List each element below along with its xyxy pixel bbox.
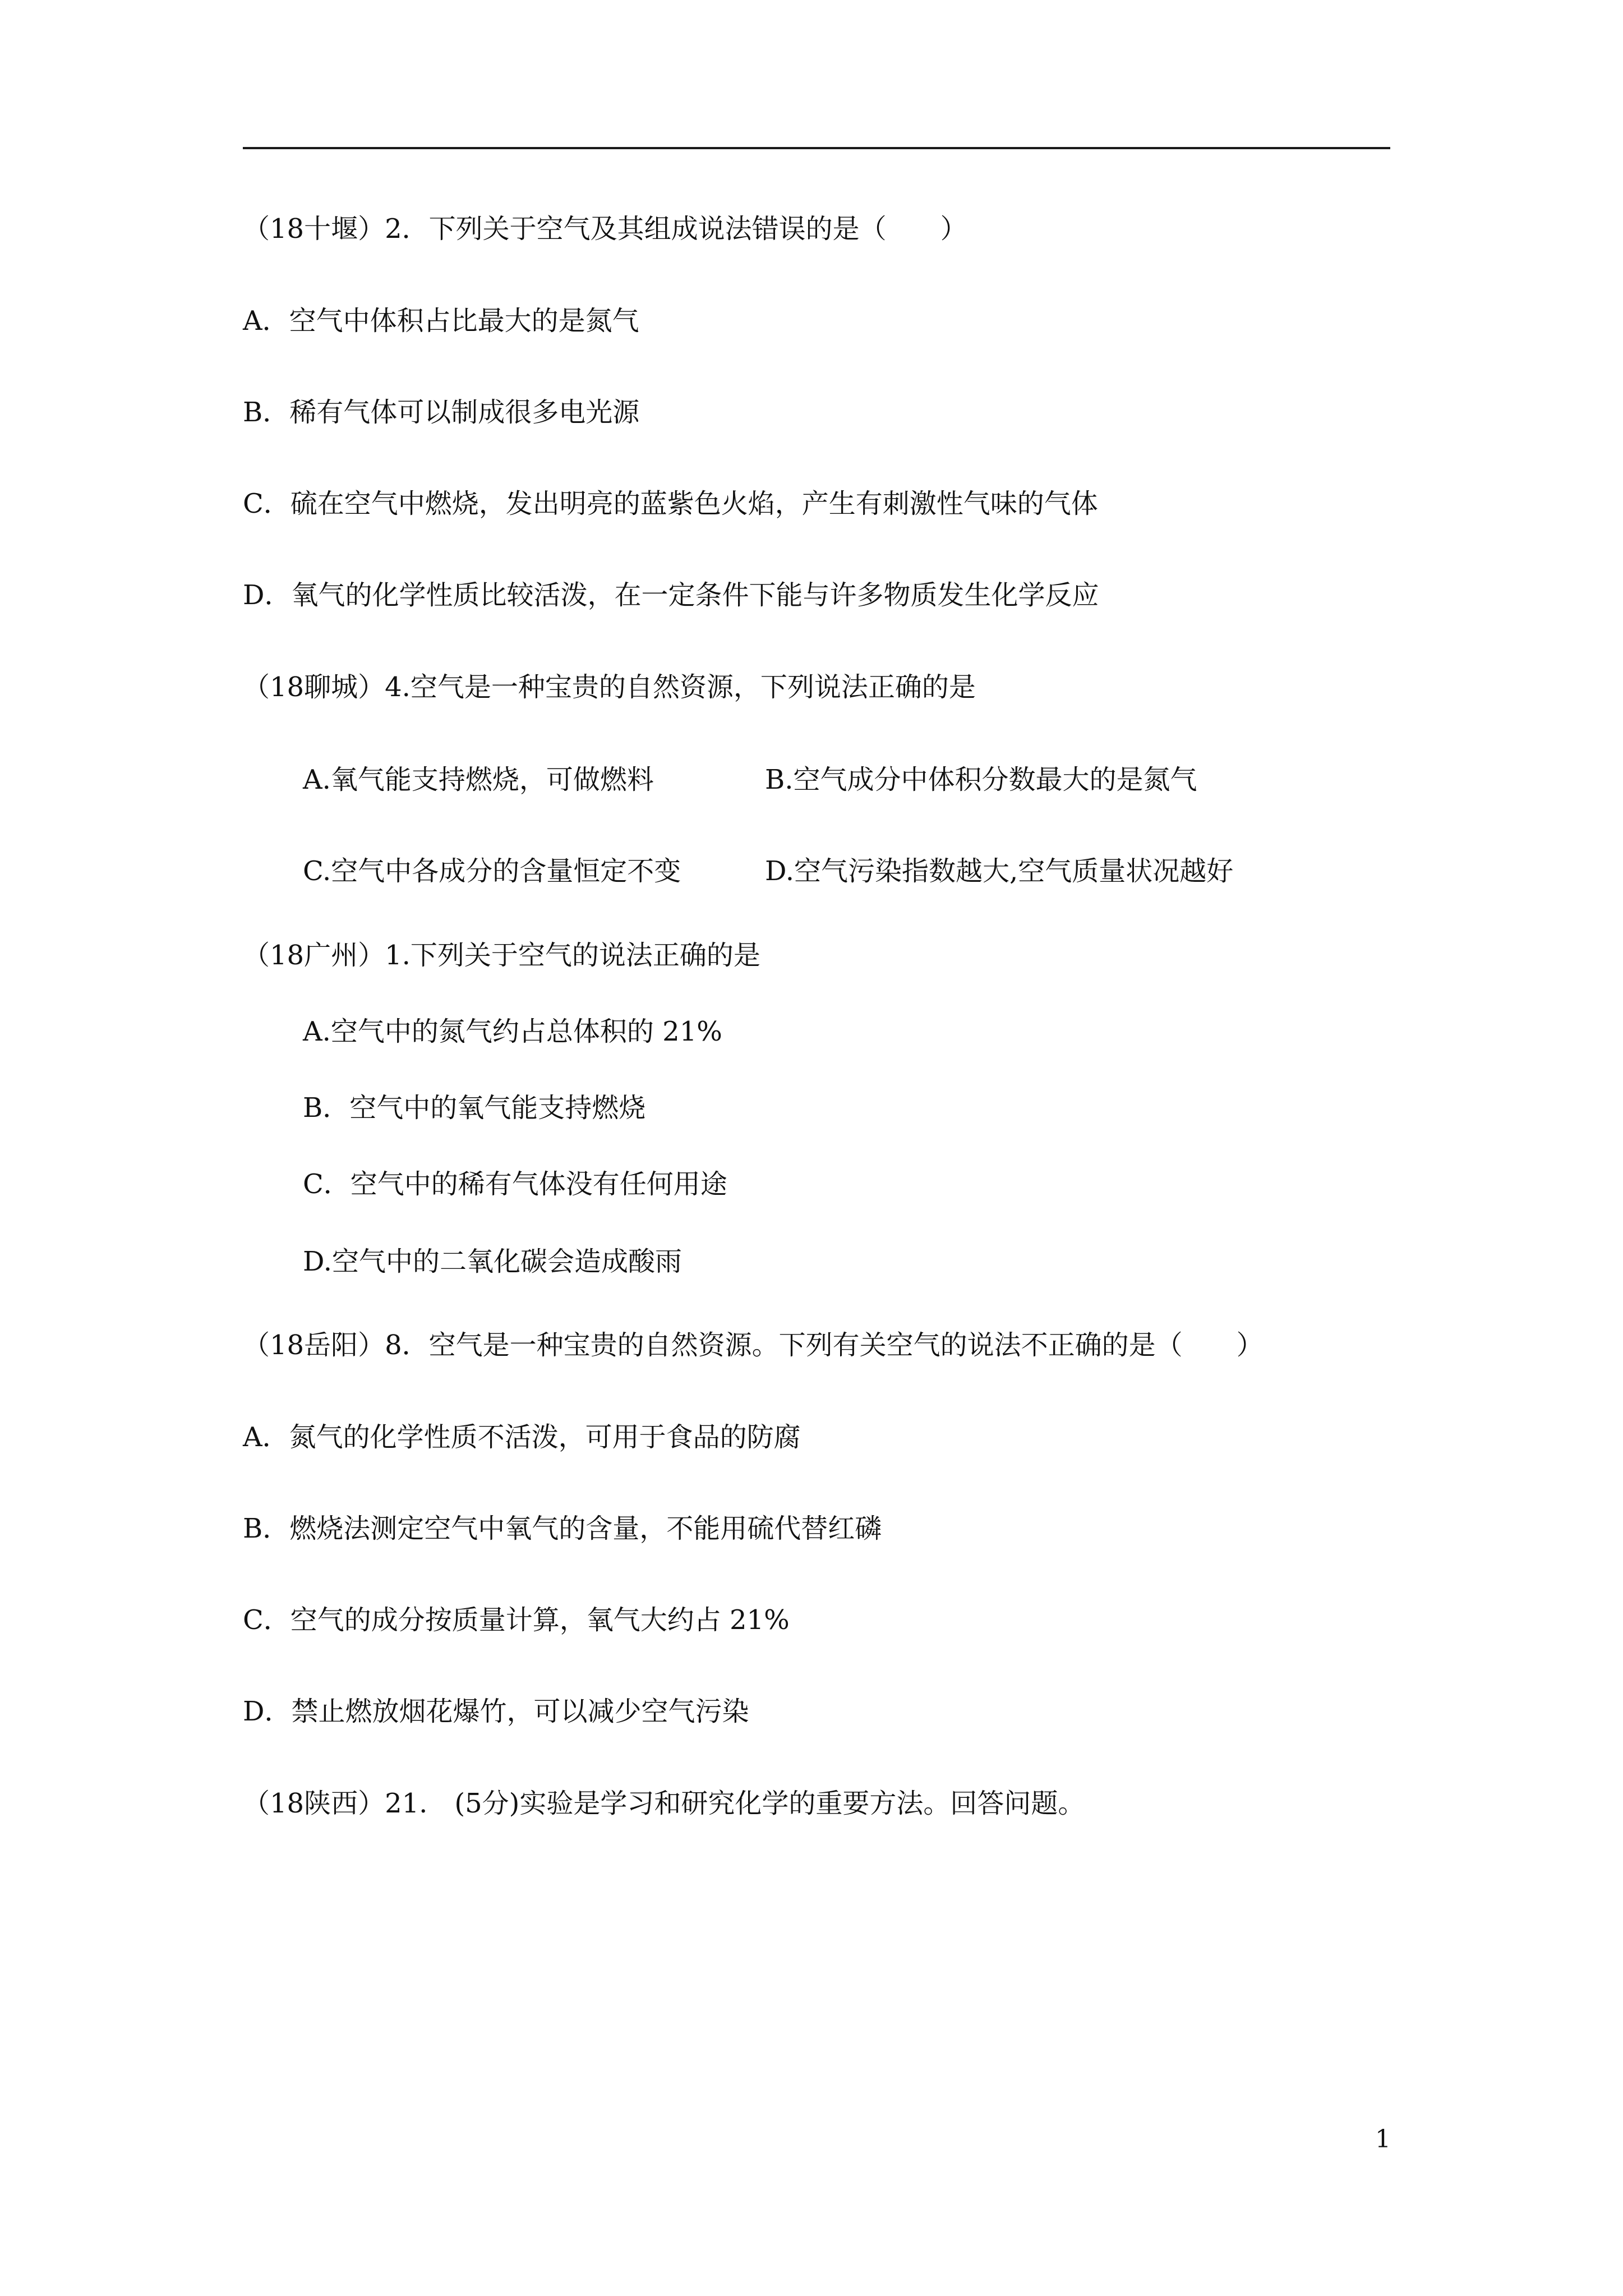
option-a: A.氧气能支持燃烧，可做燃料	[303, 764, 654, 795]
option-a: A．空气中体积占比最大的是氮气	[243, 305, 639, 337]
option-d: D.空气中的二氧化碳会造成酸雨	[303, 1246, 683, 1277]
question-stem: （18广州）1.下列关于空气的说法正确的是	[243, 940, 760, 971]
question-stem: （18岳阳）8．空气是一种宝贵的自然资源。下列有关空气的说法不正确的是（ ）	[243, 1329, 1264, 1361]
question-stem: （18聊城）4.空气是一种宝贵的自然资源，下列说法正确的是	[243, 671, 976, 703]
option-d: D．禁止燃放烟花爆竹，可以减少空气污染	[243, 1696, 749, 1727]
question-stem: （18陕西）21. (5分)实验是学习和研究化学的重要方法。回答问题。	[243, 1788, 1085, 1819]
option-c: C．硫在空气中燃烧，发出明亮的蓝紫色火焰，产生有刺激性气味的气体	[243, 488, 1098, 519]
option-c: C.空气中各成分的含量恒定不变	[303, 855, 681, 887]
option-c: C．空气的成分按质量计算，氧气大约占 21%	[243, 1604, 790, 1636]
option-b: B．燃烧法测定空气中氧气的含量，不能用硫代替红磷	[243, 1513, 882, 1544]
option-b: B．空气中的氧气能支持燃烧	[303, 1092, 646, 1124]
question-stem: （18十堰）2．下列关于空气及其组成说法错误的是（ ）	[243, 213, 967, 245]
option-b: B．稀有气体可以制成很多电光源	[243, 397, 640, 428]
option-b: B.空气成分中体积分数最大的是氮气	[765, 764, 1197, 795]
option-d: D．氧气的化学性质比较活泼，在一定条件下能与许多物质发生化学反应	[243, 579, 1099, 611]
option-a: A.空气中的氮气约占总体积的 21%	[303, 1016, 722, 1047]
page-number: 1	[1375, 2125, 1391, 2154]
header-rule	[243, 147, 1390, 149]
option-c: C．空气中的稀有气体没有任何用途	[303, 1168, 727, 1200]
option-d: D.空气污染指数越大,空气质量状况越好	[765, 855, 1234, 887]
option-a: A．氮气的化学性质不活泼，可用于食品的防腐	[243, 1421, 801, 1453]
